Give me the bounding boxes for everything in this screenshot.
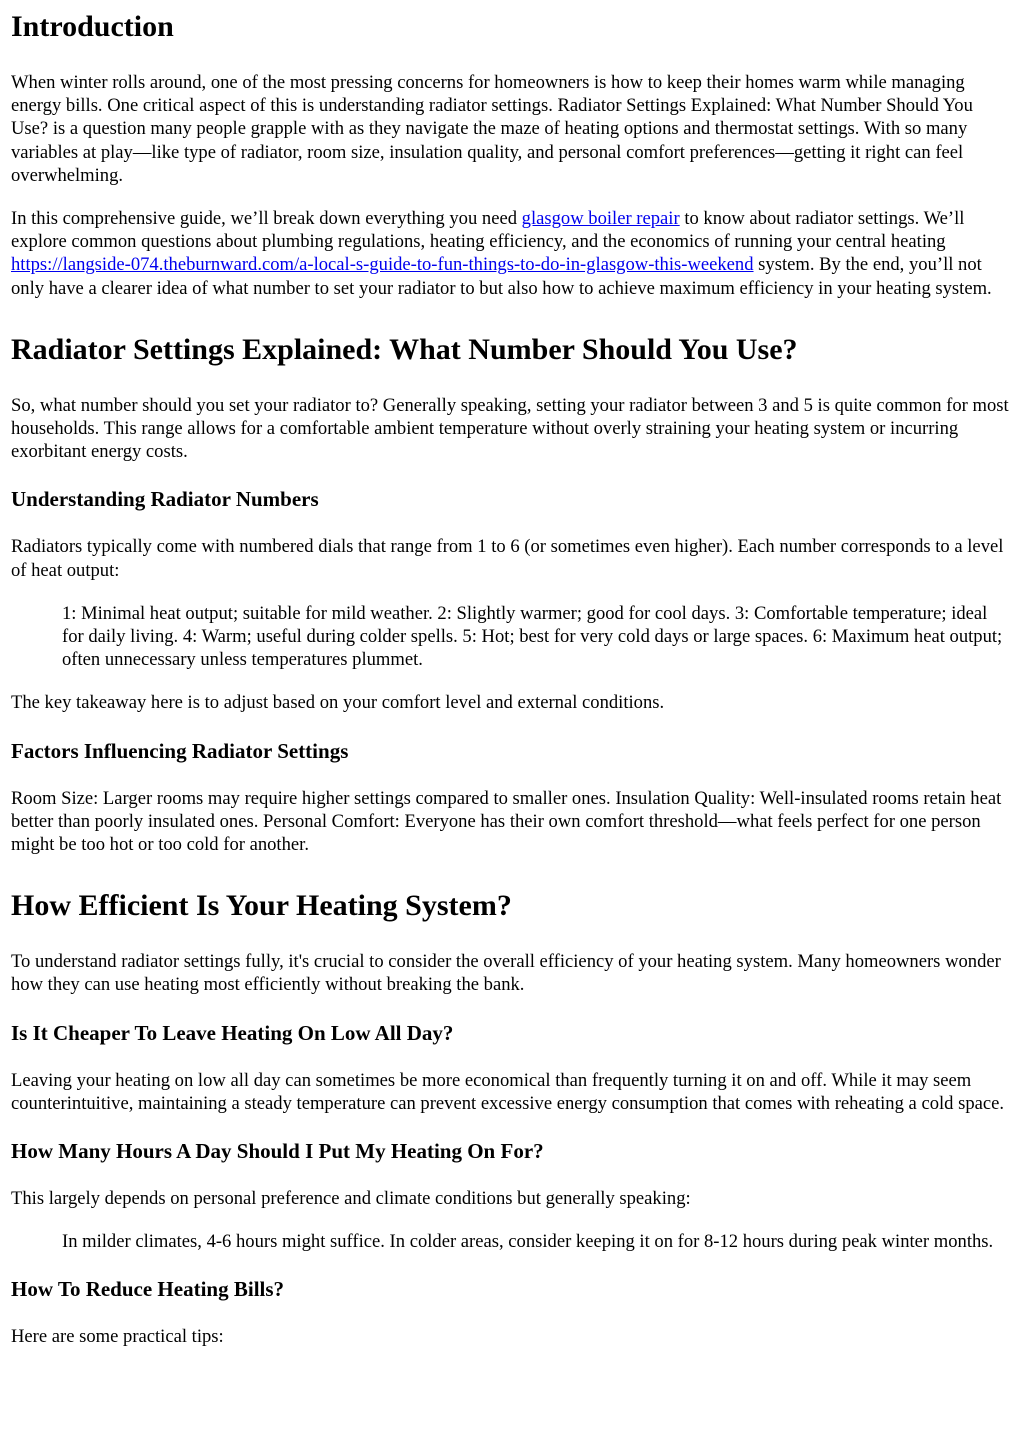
- efficiency-heading: How Efficient Is Your Heating System?: [11, 889, 512, 923]
- radiator-numbers-heading: Understanding Radiator Numbers: [11, 487, 319, 512]
- intro-paragraph-2-text-a: In this comprehensive guide, we’ll break down everything you need: [11, 208, 522, 230]
- reduce-bills-paragraph: Here are some practical tips:: [11, 1326, 224, 1348]
- efficiency-paragraph: To understand radiator settings fully, it's crucial to consider the overall efficiency of your heating system. Many homeowners wonder how they can use heating most efficiently without breaking the bank.: [11, 951, 1001, 996]
- factors-paragraph: Room Size: Larger rooms may require higher settings compared to smaller ones. Insulation Quality: Well-insulated rooms retain heat better than poorly insulated ones. Personal Comfort: Everyone has their own comfort threshold—what feels perfect for one person might be too hot or too cold for another.: [11, 787, 1002, 856]
- hours-heading: How Many Hours A Day Should I Put My Heating On For?: [11, 1139, 544, 1164]
- article: [0, 9, 1024, 1349]
- settings-heading: Radiator Settings Explained: What Number Should You Use?: [11, 332, 798, 366]
- glasgow-boiler-repair-link[interactable]: glasgow boiler repair: [521, 208, 680, 230]
- radiator-numbers-takeaway: The key takeaway here is to adjust based on your comfort level and external conditions.: [11, 692, 665, 714]
- reduce-bills-heading: How To Reduce Heating Bills?: [11, 1277, 285, 1302]
- hours-quote: In milder climates, 4-6 hours might suffice. In colder areas, consider keeping it on for 8-12 hours during peak winter months.: [62, 1231, 994, 1253]
- settings-paragraph: So, what number should you set your radiator to? Generally speaking, setting your radiator between 3 and 5 is quite common for most households. This range allows for a comfortable ambient temperature without overly straining your heating system or incurring exorbitant energy costs.: [11, 394, 1009, 463]
- factors-heading: Factors Influencing Radiator Settings: [11, 738, 349, 763]
- radiator-numbers-list: 1: Minimal heat output; suitable for mild weather. 2: Slightly warmer; good for cool days. 3: Comfortable temperature; ideal for daily living. 4: Warm; useful during colder spells. 5: Hot; best for very cold days or large spaces. 6: Maximum heat output; often unnecessary unless temperatures plummet.: [62, 602, 1003, 671]
- intro-heading: Introduction: [11, 10, 174, 43]
- cheaper-paragraph: Leaving your heating on low all day can sometimes be more economical than frequently turning it on and off. While it may seem counterintuitive, maintaining a steady temperature can prevent excessive energy consumption that comes with reheating a cold space.: [11, 1069, 1005, 1114]
- intro-paragraph-1: When winter rolls around, one of the most pressing concerns for homeowners is how to keep their homes warm while managing energy bills. One critical aspect of this is understanding radiator settings. Radiator Settings Explained: What Number Should You Use? is a question many people grapple with as they navigate the maze of heating options and thermostat settings. With so many variables at play—like type of radiator, room size, insulation quality, and personal comfort preferences—getting it right can feel overwhelming.: [11, 72, 973, 186]
- cheaper-heading: Is It Cheaper To Leave Heating On Low All Day?: [11, 1020, 454, 1045]
- intro-paragraph-2: [11, 207, 1012, 300]
- intro-paragraph-2-text-c: system. By the end, you’ll not only have a clearer idea of what number to set your radiator to but also how to achieve maximum efficiency in your heating system.: [11, 254, 992, 299]
- intro-paragraph-2-text-b: to know about radiator settings. We’ll explore common questions about plumbing regulations, heating efficiency, and the economics of running your central heating: [11, 208, 965, 253]
- langside-guide-link[interactable]: https://langside-074.theburnward.com/a-local-s-guide-to-fun-things-to-do-in-glasgow-this-weekend: [11, 254, 754, 276]
- radiator-numbers-paragraph: Radiators typically come with numbered dials that range from 1 to 6 (or sometimes even higher). Each number corresponds to a level of heat output:: [11, 536, 1004, 581]
- hours-paragraph: This largely depends on personal preference and climate conditions but generally speaking:: [11, 1188, 691, 1210]
